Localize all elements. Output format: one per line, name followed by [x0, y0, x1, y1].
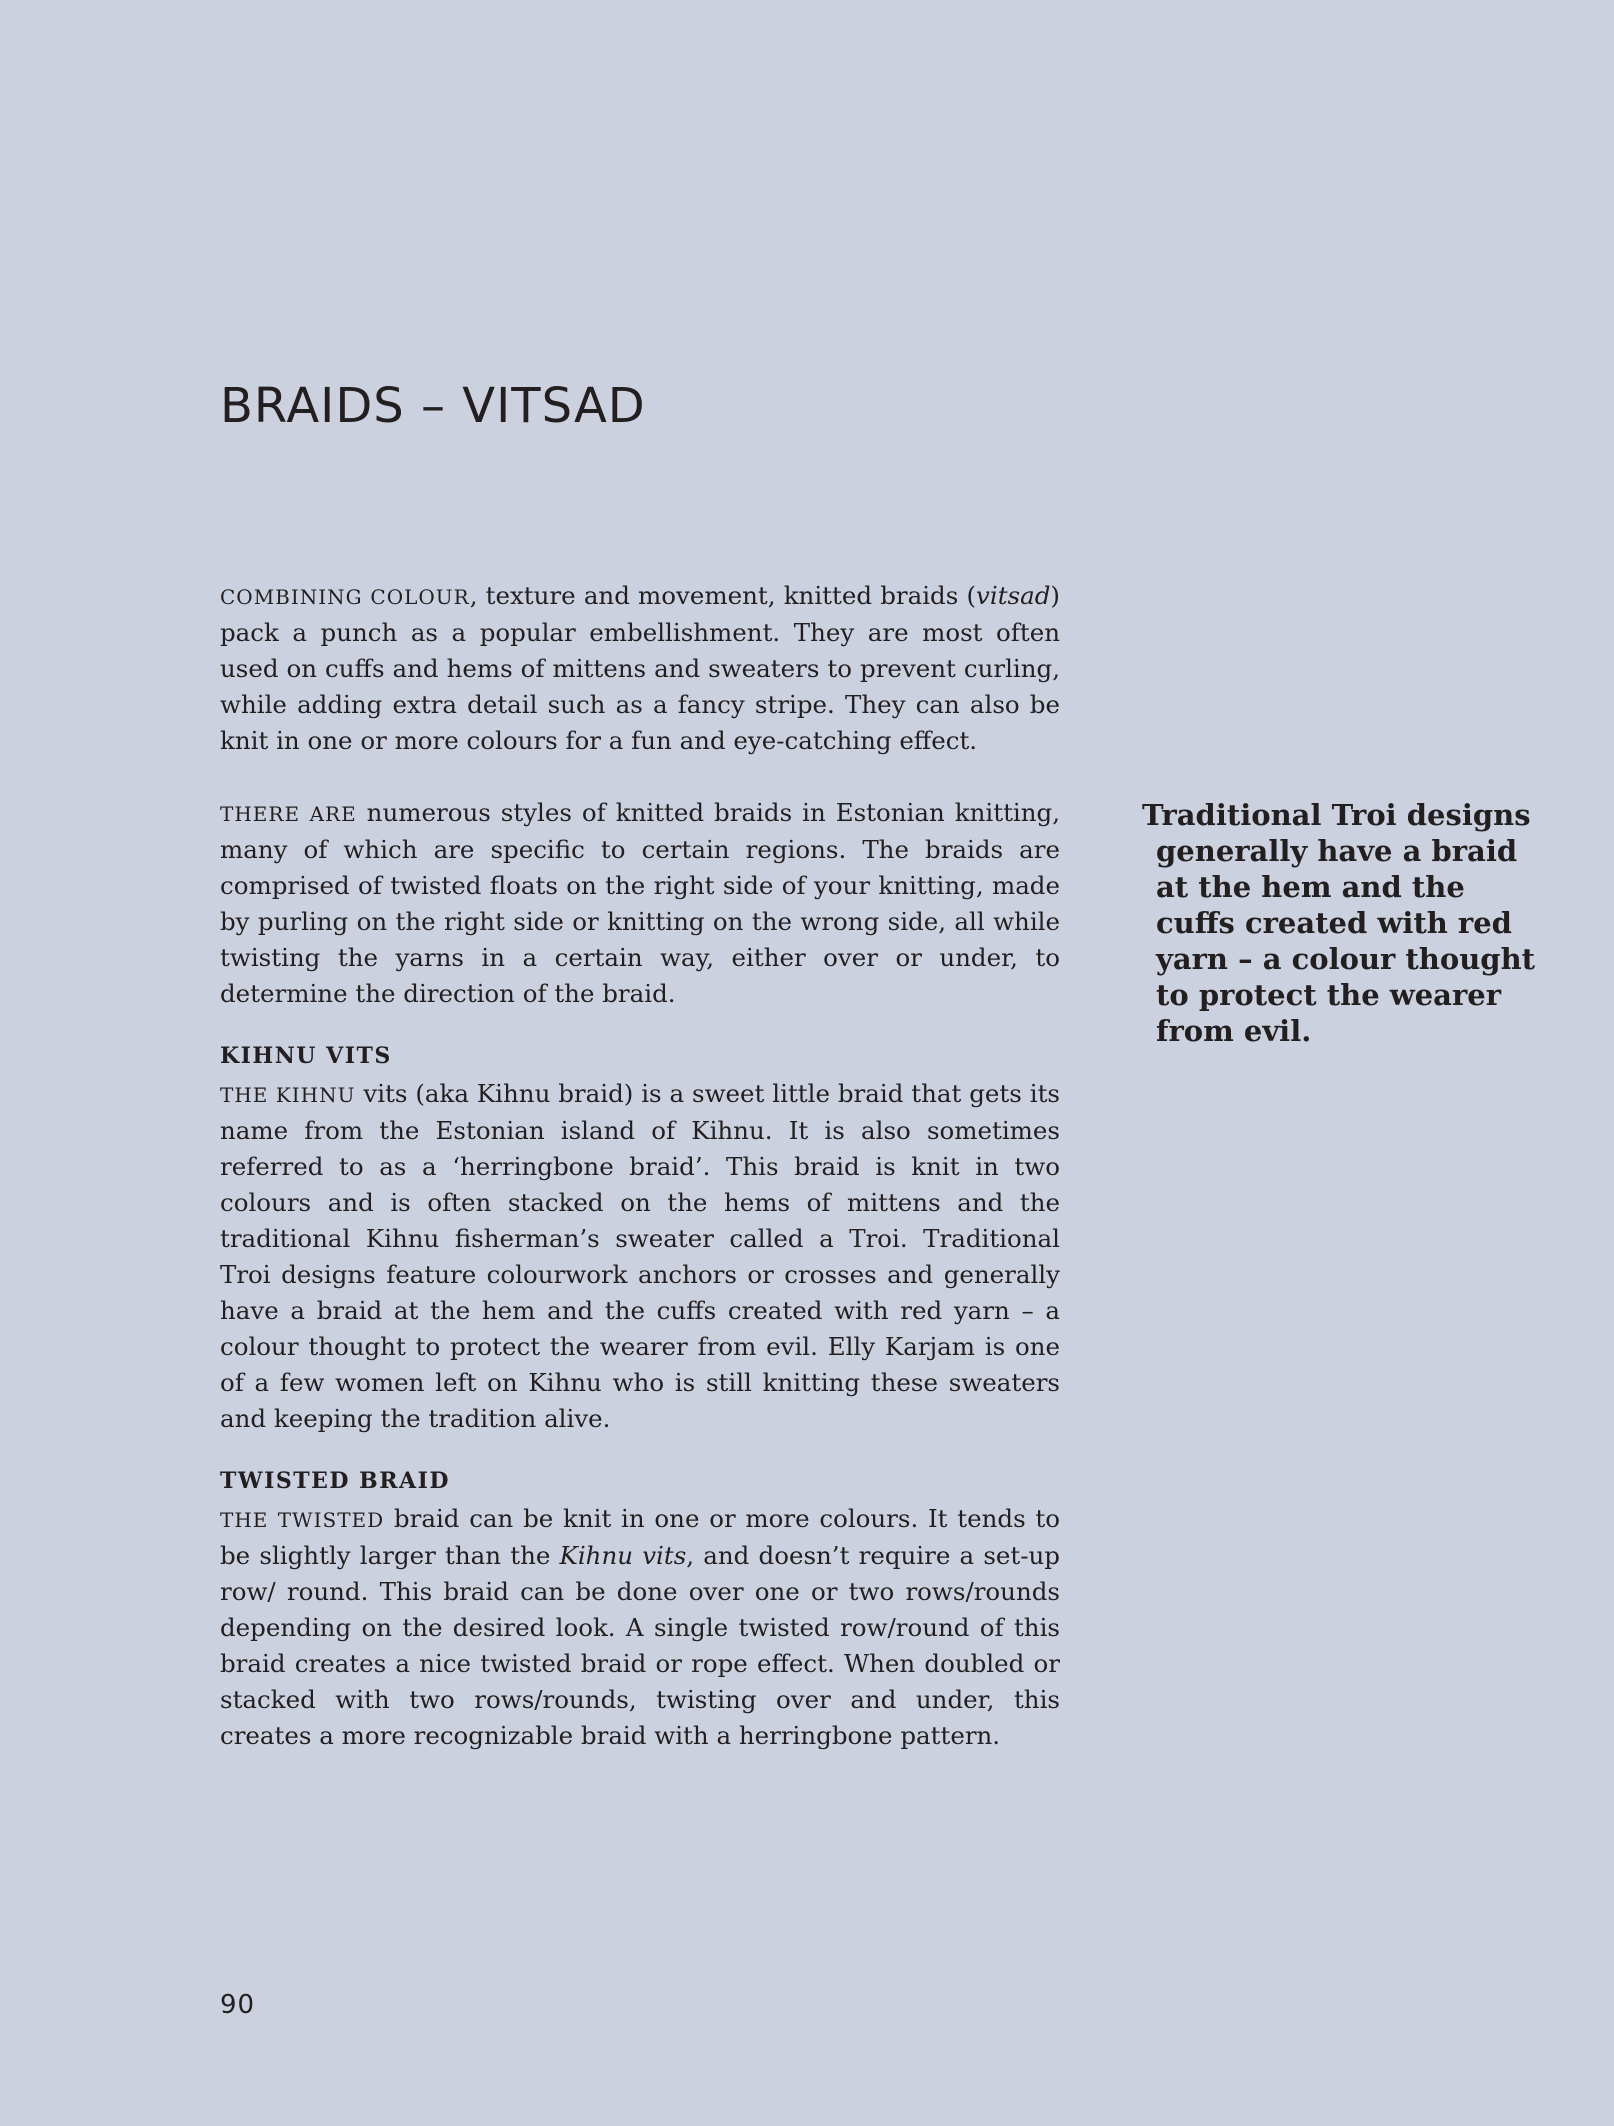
intro-italic-term: vitsad [976, 581, 1051, 610]
twisted-italic-term: Kihnu vits [559, 1541, 687, 1570]
body-column [220, 578, 1060, 1754]
twisted-text-2: , and doesn’t require a set-up row/ round. This braid can be done over one or two rows/rounds depending on the desired look. A single twisted row/round of this braid creates a nice twisted braid or rope effect. When doubled or stacked with two rows/rounds, twisting over and under, this creates a more recognizable braid with a herringbone pattern. [220, 1541, 1060, 1750]
styles-lead-in: THERE ARE [220, 802, 357, 826]
intro-lead-in: COMBINING COLOUR [220, 585, 470, 609]
kihnu-heading: KIHNU VITS [220, 1043, 392, 1069]
intro-text-1: , texture and movement, knitted braids ( [469, 581, 977, 610]
twisted-heading: TWISTED BRAID [220, 1468, 450, 1494]
twisted-text-1: braid can be knit in one or more colours. It tends to be slightly larger than the [220, 1504, 1061, 1570]
intro-paragraph [220, 578, 1060, 759]
twisted-lead-in: THE TWISTED [220, 1508, 385, 1532]
pull-quote: Traditional Troi designs generally have a braid at the hem and the cuffs created with red yarn – a colour thought to protect the wearer from evil. [1142, 798, 1536, 1048]
page-title: BRAIDS – VITSAD [220, 378, 646, 434]
kihnu-lead-in: THE KIHNU [220, 1083, 356, 1107]
kihnu-paragraph [220, 1076, 1060, 1437]
kihnu-text: vits (aka Kihnu braid) is a sweet little braid that gets its name from the Estonian island of Kihnu. It is also sometimes referred to as a ‘herringbone braid’. This braid is knit in two colours and is often stacked on the hems of mittens and the traditional Kihnu fisherman’s sweater called a Troi. Traditional Troi designs feature colourwork anchors or crosses and generally have a braid at the hem and the cuffs created with red yarn – a colour thought to protect the wearer from evil. Elly Karjam is one of a few women left on Kihnu who is still knitting these sweaters and keeping the tradition alive. [220, 1079, 1060, 1433]
styles-text: numerous styles of knitted braids in Estonian knitting, many of which are specific to certain regions. The braids are comprised of twisted floats on the right side of your knitting, made by purling on the right side or knitting on the wrong side, all while twisting the yarns in a certain way, either over or under, to determine the direction of the braid. [220, 798, 1060, 1008]
intro-text-2: ) pack a punch as a popular embellishment. They are most often used on cuffs and hems of mittens and sweaters to prevent curling, while adding extra detail such as a fancy stripe. They can also be knit in one or more colours for a fun and eye-catching effect. [220, 581, 1060, 755]
styles-paragraph [220, 795, 1060, 1012]
page-number: 90 [220, 1990, 256, 2020]
twisted-paragraph [220, 1501, 1060, 1754]
